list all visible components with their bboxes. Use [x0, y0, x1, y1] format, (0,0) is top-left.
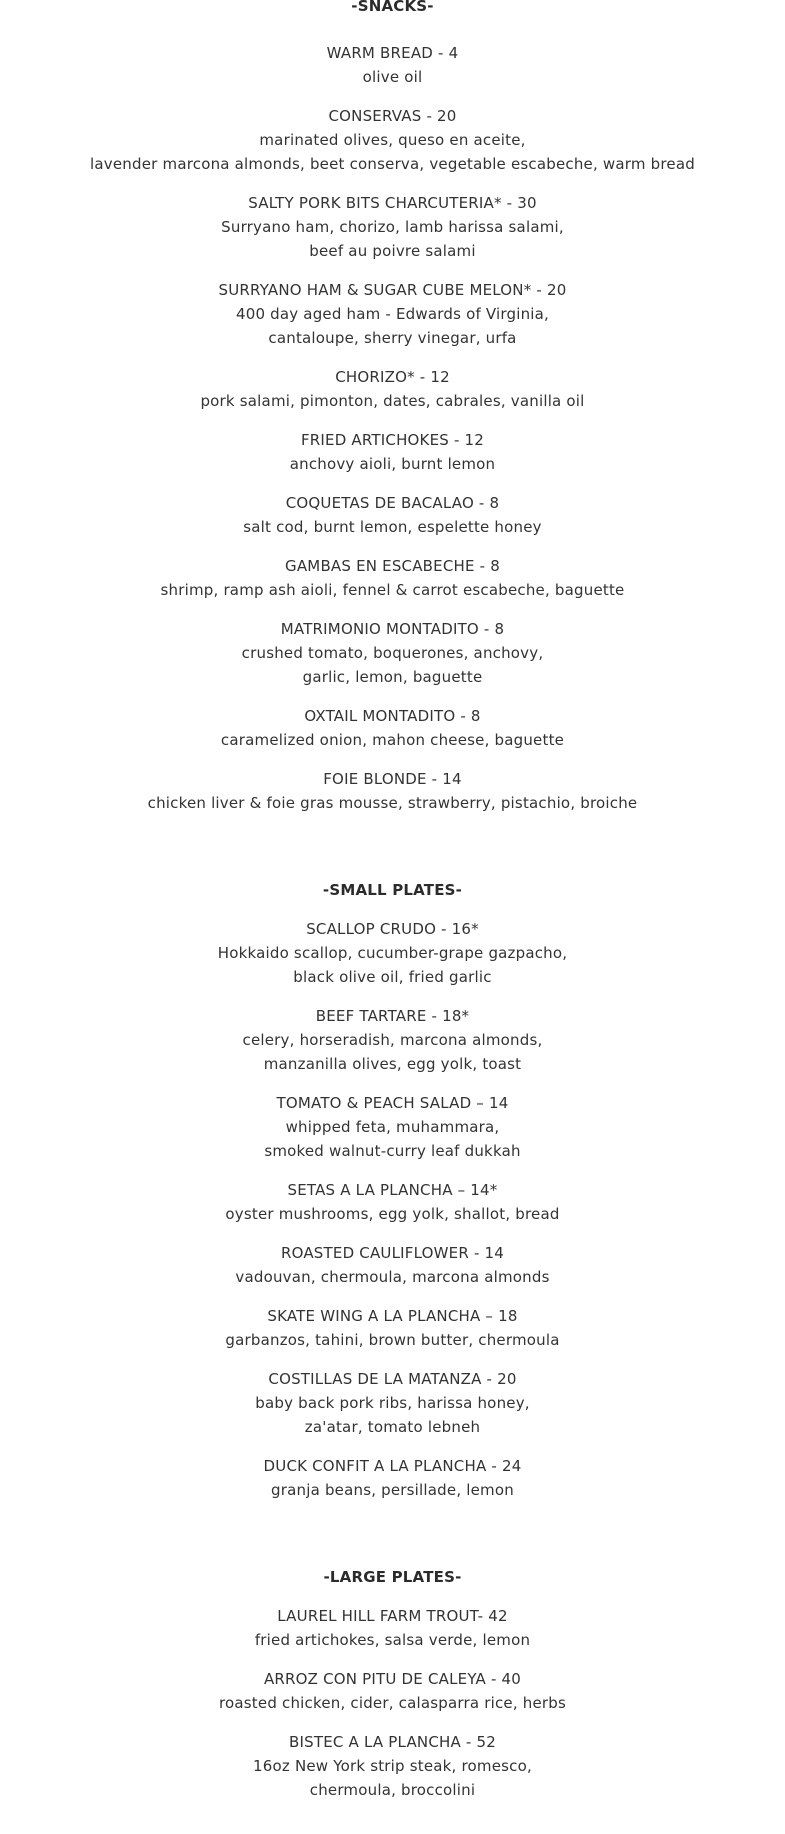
item-description: 16oz New York strip steak, romesco,: [253, 1757, 532, 1775]
menu-item: [0, 1454, 785, 1502]
item-title: CONSERVAS - 20: [328, 107, 457, 125]
item-description: garlic, lemon, baguette: [302, 668, 483, 686]
item-description: 400 day aged ham - Edwards of Virginia,: [235, 305, 550, 323]
item-description: chicken liver & foie gras mousse, strawberry, pistachio, broiche: [147, 794, 638, 812]
item-description: cantaloupe, sherry vinegar, urfa: [268, 329, 517, 347]
item-description: marinated olives, queso en aceite,: [259, 131, 526, 149]
item-description: roasted chicken, cider, calasparra rice, herbs: [218, 1694, 567, 1712]
item-description: vadouvan, chermoula, marcona almonds: [235, 1268, 550, 1286]
section-snacks: [0, 0, 785, 815]
menu-item: [0, 554, 785, 602]
menu-item: [0, 767, 785, 815]
item-title: BISTEC A LA PLANCHA - 52: [289, 1733, 496, 1751]
item-title: SKATE WING A LA PLANCHA – 18: [267, 1307, 518, 1325]
section-small-plates: [0, 878, 785, 1502]
item-title: COQUETAS DE BACALAO - 8: [285, 494, 500, 512]
menu-item: [0, 1004, 785, 1076]
item-description: oyster mushrooms, egg yolk, shallot, bread: [225, 1205, 560, 1223]
section-heading: -LARGE PLATES-: [323, 1568, 462, 1586]
item-description: whipped feta, muhammara,: [285, 1118, 500, 1136]
menu-item: [0, 1604, 785, 1652]
menu-item: [0, 917, 785, 989]
menu-item: [0, 1367, 785, 1439]
item-description: black olive oil, fried garlic: [293, 968, 492, 986]
item-title: DUCK CONFIT A LA PLANCHA - 24: [263, 1457, 522, 1475]
item-description: caramelized onion, mahon cheese, baguette: [220, 731, 565, 749]
menu-item: [0, 491, 785, 539]
item-title: FRIED ARTICHOKES - 12: [300, 431, 485, 449]
menu-item: [0, 278, 785, 350]
item-description: manzanilla olives, egg yolk, toast: [263, 1055, 522, 1073]
item-description: Hokkaido scallop, cucumber-grape gazpacho,: [217, 944, 568, 962]
item-description: beef au poivre salami: [309, 242, 476, 260]
menu-item: [0, 191, 785, 263]
item-description: smoked walnut-curry leaf dukkah: [264, 1142, 521, 1160]
menu-item: [0, 1667, 785, 1715]
item-title: OXTAIL MONTADITO - 8: [304, 707, 481, 725]
menu-item: [0, 1091, 785, 1163]
item-description: anchovy aioli, burnt lemon: [289, 455, 496, 473]
menu-item: [0, 1178, 785, 1226]
item-title: GAMBAS EN ESCABECHE - 8: [285, 557, 500, 575]
item-description: salt cod, burnt lemon, espelette honey: [243, 518, 542, 536]
section-gap: [0, 1517, 785, 1565]
item-description: granja beans, persillade, lemon: [271, 1481, 514, 1499]
section-gap: [0, 830, 785, 878]
item-title: MATRIMONIO MONTADITO - 8: [280, 620, 505, 638]
section-large-plates: [0, 1565, 785, 1802]
menu-item: [0, 1304, 785, 1352]
item-title: WARM BREAD - 4: [326, 44, 459, 62]
item-description: chermoula, broccolini: [309, 1781, 476, 1799]
menu-item: [0, 704, 785, 752]
item-title: SALTY PORK BITS CHARCUTERIA* - 30: [248, 194, 537, 212]
menu-item: [0, 41, 785, 89]
item-title: COSTILLAS DE LA MATANZA - 20: [268, 1370, 517, 1388]
item-description: celery, horseradish, marcona almonds,: [242, 1031, 543, 1049]
item-description: baby back pork ribs, harissa honey,: [255, 1394, 530, 1412]
section-heading: -SMALL PLATES-: [322, 881, 463, 899]
menu-item: [0, 1730, 785, 1802]
item-description: olive oil: [362, 68, 423, 86]
item-title: BEEF TARTARE - 18*: [315, 1007, 470, 1025]
item-title: FOIE BLONDE - 14: [323, 770, 462, 788]
section-heading: -SNACKS-: [351, 0, 434, 15]
item-description: shrimp, ramp ash aioli, fennel & carrot escabeche, baguette: [160, 581, 625, 599]
item-description: crushed tomato, boquerones, anchovy,: [241, 644, 544, 662]
item-description: garbanzos, tahini, brown butter, chermoula: [225, 1331, 560, 1349]
item-title: TOMATO & PEACH SALAD – 14: [276, 1094, 509, 1112]
item-title: ARROZ CON PITU DE CALEYA - 40: [263, 1670, 522, 1688]
item-title: LAUREL HILL FARM TROUT- 42: [277, 1607, 508, 1625]
menu-item: [0, 104, 785, 176]
menu-item: [0, 428, 785, 476]
menu-item: [0, 1241, 785, 1289]
item-description: lavender marcona almonds, beet conserva, vegetable escabeche, warm bread: [90, 155, 695, 173]
item-title: SETAS A LA PLANCHA – 14*: [287, 1181, 498, 1199]
item-description: fried artichokes, salsa verde, lemon: [254, 1631, 531, 1649]
item-title: ROASTED CAULIFLOWER - 14: [280, 1244, 505, 1262]
menu-item: [0, 365, 785, 413]
item-description: pork salami, pimonton, dates, cabrales, vanilla oil: [200, 392, 585, 410]
item-description: Surryano ham, chorizo, lamb harissa salami,: [221, 218, 564, 236]
item-description: za'atar, tomato lebneh: [304, 1418, 481, 1436]
item-title: SURRYANO HAM & SUGAR CUBE MELON* - 20: [218, 281, 567, 299]
item-title: SCALLOP CRUDO - 16*: [306, 920, 479, 938]
item-title: CHORIZO* - 12: [335, 368, 450, 386]
menu-item: [0, 617, 785, 689]
